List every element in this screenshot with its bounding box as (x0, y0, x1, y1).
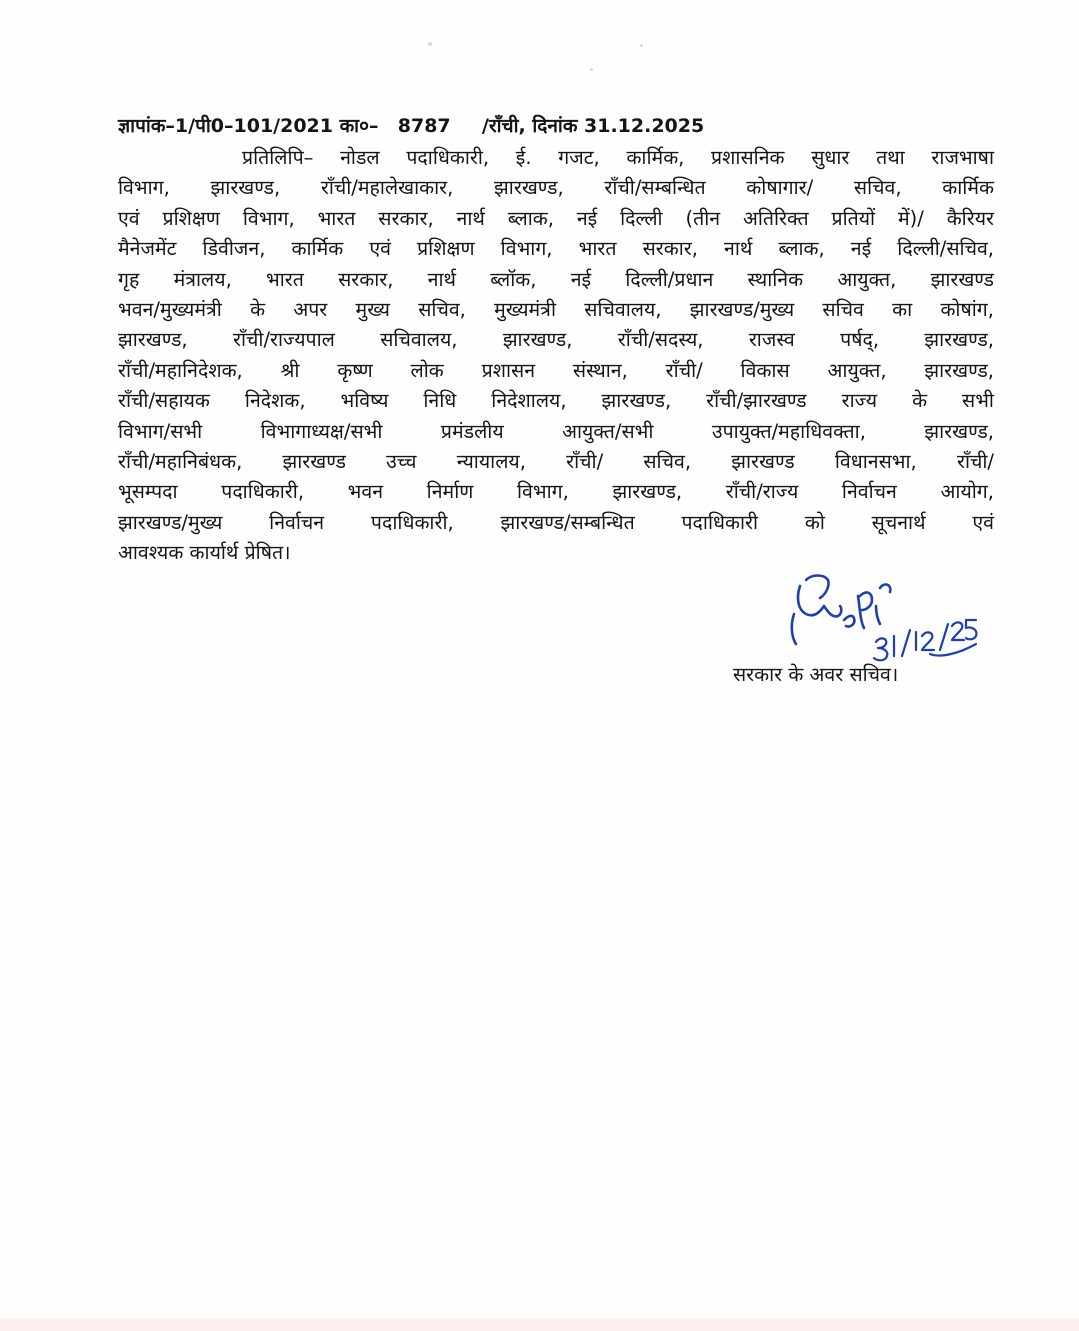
paragraph-line: झारखण्ड, राँची/राज्यपाल सचिवालय, झारखण्ड, राँची/सदस्य, राजस्व पर्षद्, झारखण्ड, (118, 328, 994, 352)
memo-place-date: /राँची, दिनांक 31.12.2025 (481, 115, 705, 137)
paragraph-line: विभाग/सभी विभागाध्यक्ष/सभी प्रमंडलीय आयुक्त/सभी उपायुक्त/महाधिवक्ता, झारखण्ड, (118, 419, 994, 443)
paragraph-line: मैनेजमेंट डिवीजन, कार्मिक एवं प्रशिक्षण विभाग, भारत सरकार, नार्थ ब्लाक, नई दिल्ली/सचिव, (118, 237, 994, 261)
paragraph-line: गृह मंत्रालय, भारत सरकार, नार्थ ब्लॉक, नई दिल्ली/प्रधान स्थानिक आयुक्त, झारखण्ड (118, 267, 994, 291)
memo-reference-prefix: ज्ञापांक–1/पी0–101/2021 का०– (118, 115, 379, 137)
memo-reference-number: 8787 (397, 115, 451, 137)
paragraph-line: आवश्यक कार्यार्थ प्रेषित। (118, 541, 291, 565)
page-bottom-edge (0, 1319, 1079, 1331)
scan-speck (640, 44, 643, 47)
handwritten-signature (780, 566, 980, 666)
signatory-designation: सरकार के अवर सचिव। (733, 663, 899, 686)
paragraph-line: एवं प्रशिक्षण विभाग, भारत सरकार, नार्थ ब्लाक, नई दिल्ली (तीन अतिरिक्त प्रतियों में)/ कैरियर (118, 206, 994, 230)
paragraph-line: राँची/महानिदेशक, श्री कृष्ण लोक प्रशासन संस्थान, राँची/ विकास आयुक्त, झारखण्ड, (118, 358, 994, 382)
paragraph-line: राँची/सहायक निदेशक, भविष्य निधि निदेशालय, झारखण्ड, राँची/झारखण्ड राज्य के सभी (118, 389, 994, 413)
paragraph-line: भूसम्पदा पदाधिकारी, भवन निर्माण विभाग, झारखण्ड, राँची/राज्य निर्वाचन आयोग, (118, 480, 994, 504)
paragraph-line: भवन/मुख्यमंत्री के अपर मुख्य सचिव, मुख्यमंत्री सचिवालय, झारखण्ड/मुख्य सचिव का कोषांग, (118, 297, 994, 321)
paragraph-line: राँची/महानिबंधक, झारखण्ड उच्च न्यायालय, राँची/ सचिव, झारखण्ड विधानसभा, राँची/ (118, 449, 994, 473)
paragraph-line: विभाग, झारखण्ड, राँची/महालेखाकार, झारखण्ड, राँची/सम्बन्धित कोषागार/ सचिव, कार्मिक (118, 176, 994, 200)
memo-reference-line (118, 112, 818, 138)
scan-speck (590, 68, 593, 71)
copy-distribution-paragraph (118, 143, 994, 568)
paragraph-line: झारखण्ड/मुख्य निर्वाचन पदाधिकारी, झारखण्ड/सम्बन्धित पदाधिकारी को सूचनार्थ एवं (118, 510, 994, 534)
scan-speck (428, 42, 432, 46)
paragraph-line: प्रतिलिपि– नोडल पदाधिकारी, ई. गजट, कार्मिक, प्रशासनिक सुधार तथा राजभाषा (242, 146, 994, 169)
